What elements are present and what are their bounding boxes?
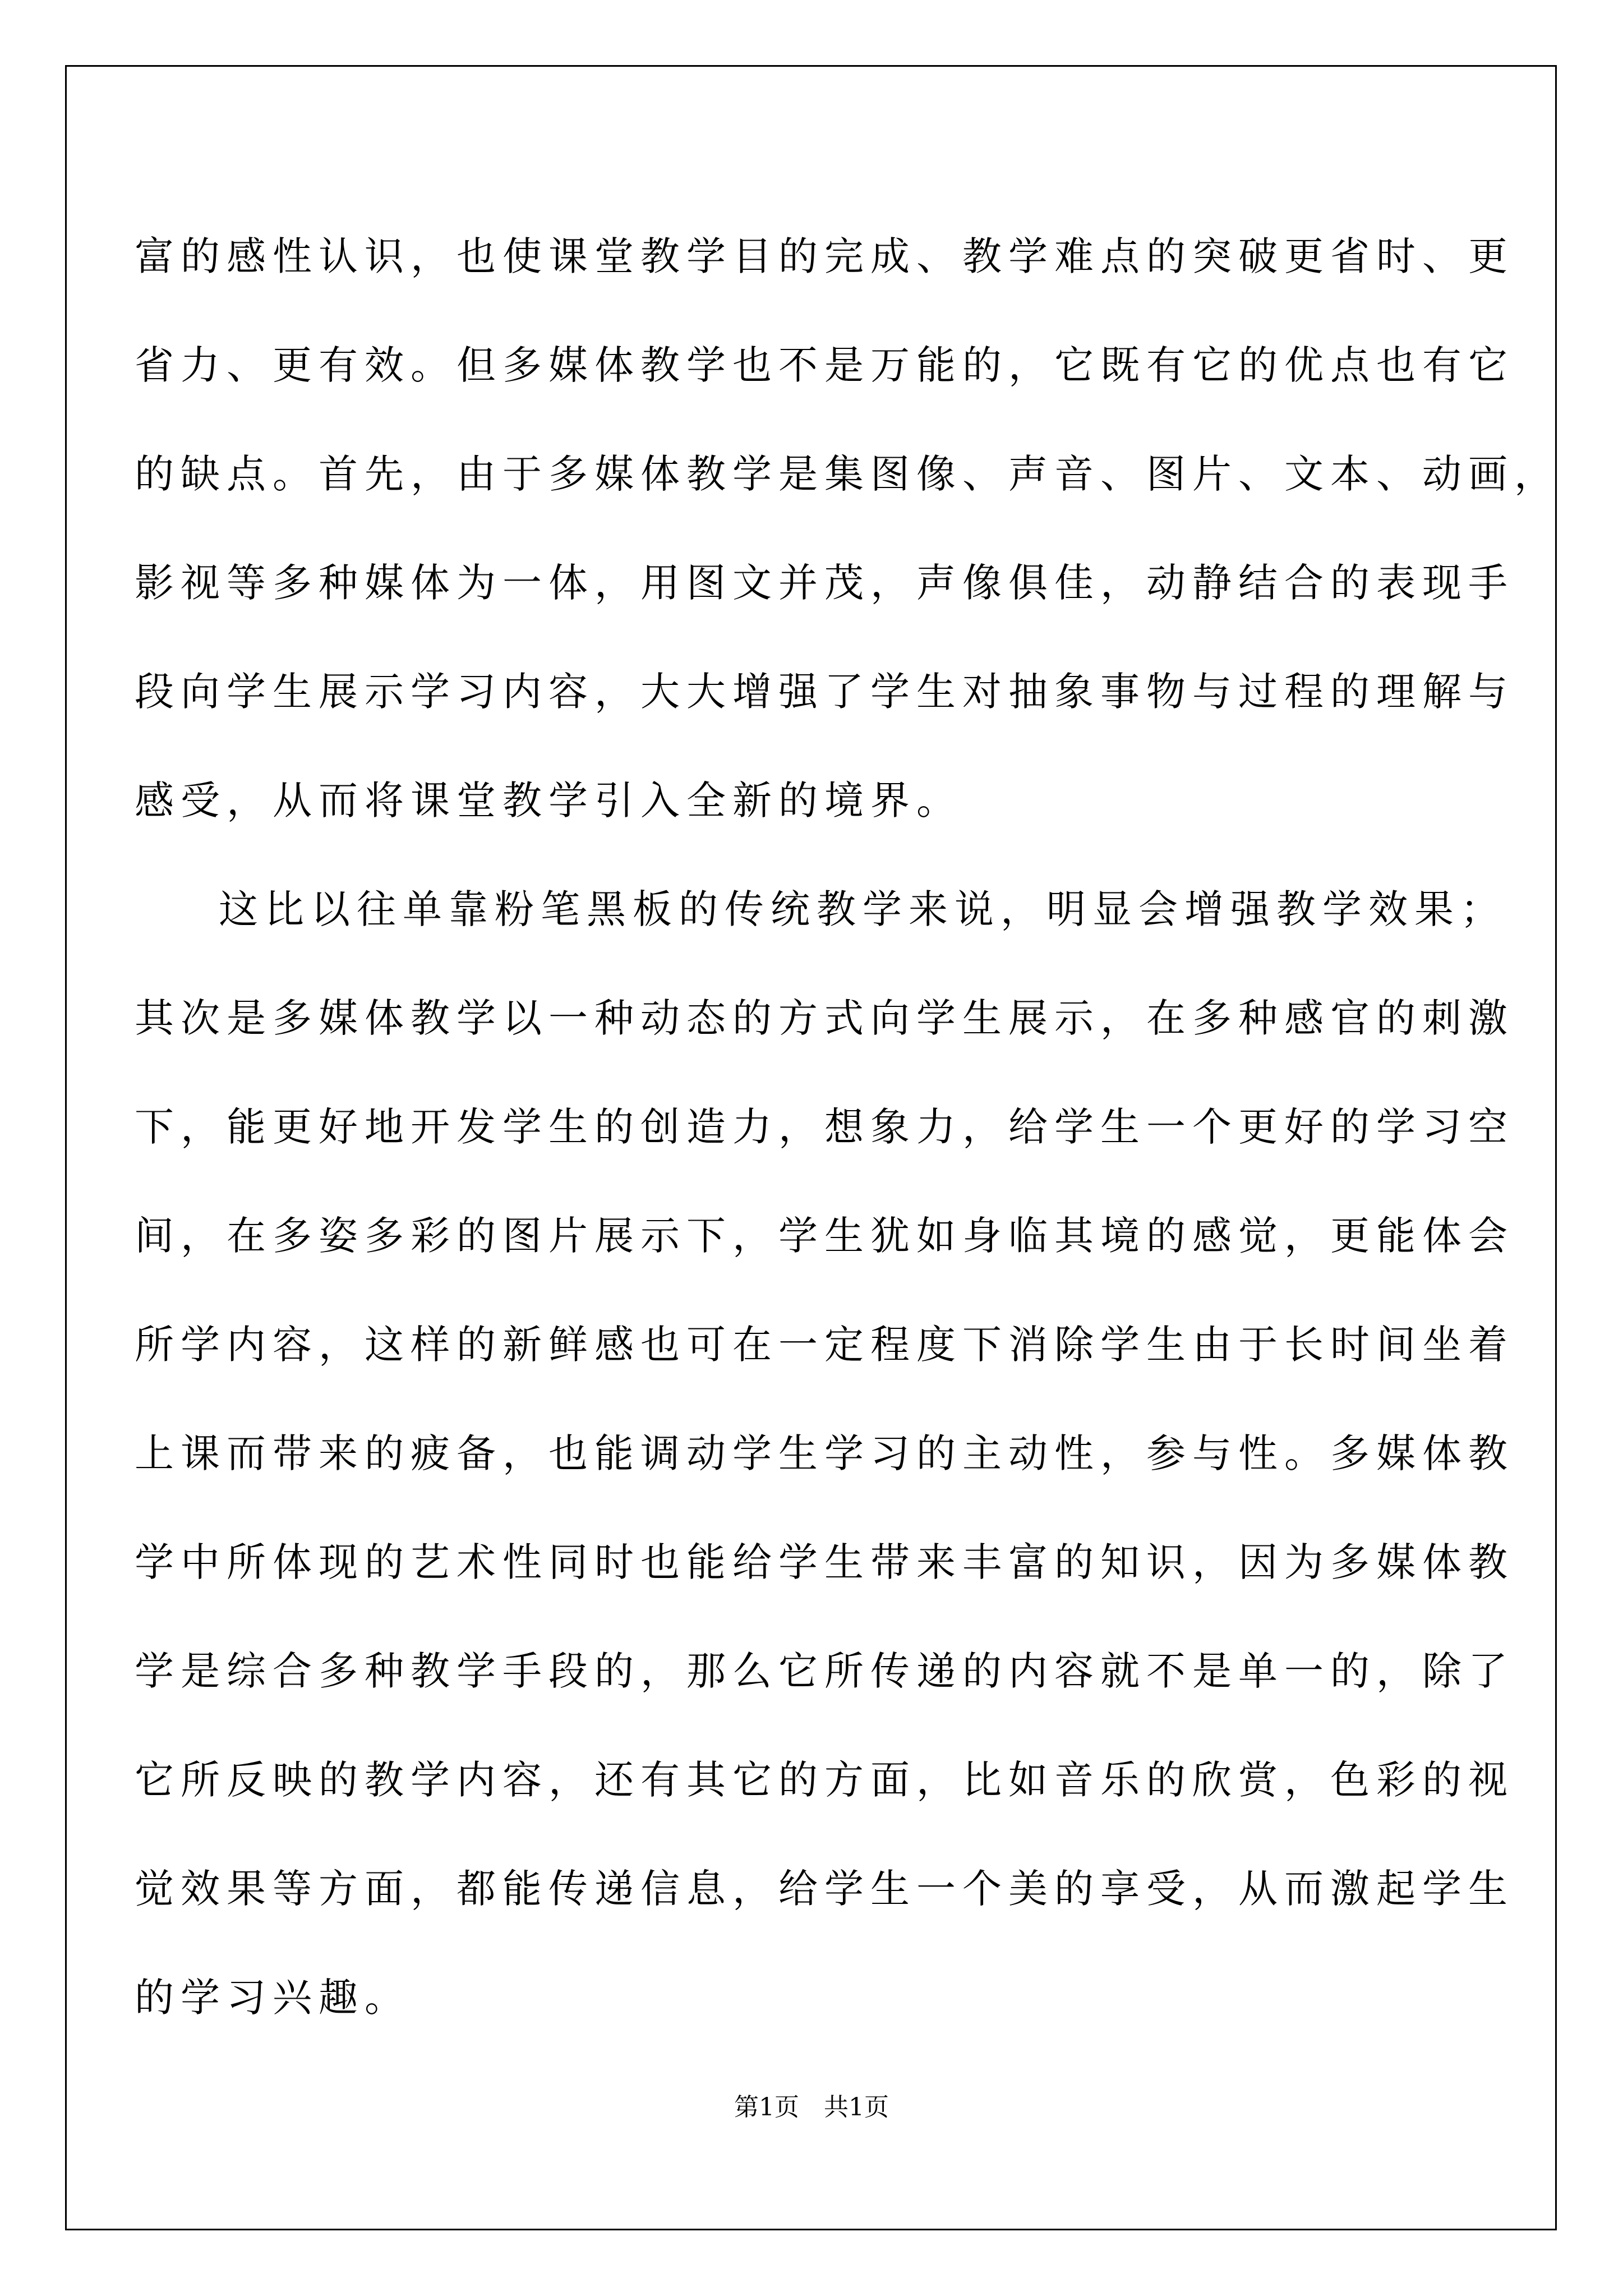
text-line: 省力、更有效。但多媒体教学也不是万能的，它既有它的优点也有它 <box>135 342 1514 388</box>
text-line: 它所反映的教学内容，还有其它的方面，比如音乐的欣赏，色彩的视 <box>135 1757 1514 1803</box>
text-line: 间，在多姿多彩的图片展示下，学生犹如身临其境的感觉，更能体会 <box>135 1213 1514 1259</box>
text-line: 下，能更好地开发学生的创造力，想象力，给学生一个更好的学习空 <box>135 1104 1514 1150</box>
text-line: 富的感性认识，也使课堂教学目的完成、教学难点的突破更省时、更 <box>135 233 1514 279</box>
text-line: 所学内容，这样的新鲜感也可在一定程度下消除学生由于长时间坐着 <box>135 1322 1514 1368</box>
text-line: 的学习兴趣。 <box>135 1975 411 2021</box>
text-line: 段向学生展示学习内容，大大增强了学生对抽象事物与过程的理解与 <box>135 669 1514 715</box>
document-body <box>135 202 1560 2052</box>
text-line: 感受，从而将课堂教学引入全新的境界。 <box>135 777 962 823</box>
text-line: 影视等多种媒体为一体，用图文并茂，声像俱佳，动静结合的表现手 <box>135 560 1514 606</box>
text-line: 其次是多媒体教学以一种动态的方式向学生展示，在多种感官的刺激 <box>135 995 1514 1041</box>
text-line: 的缺点。首先，由于多媒体教学是集图像、声音、图片、文本、动画， <box>135 451 1560 497</box>
text-line: 学中所体现的艺术性同时也能给学生带来丰富的知识，因为多媒体教 <box>135 1539 1514 1585</box>
text-line: 上课而带来的疲备，也能调动学生学习的主动性，参与性。多媒体教 <box>135 1430 1514 1476</box>
text-line: 觉效果等方面，都能传递信息，给学生一个美的享受，从而激起学生 <box>135 1866 1514 1912</box>
page-number-footer: 第1页 共1页 <box>734 2093 889 2122</box>
text-line: 学是综合多种教学手段的，那么它所传递的内容就不是单一的，除了 <box>135 1648 1514 1694</box>
paragraph-first-line: 这比以往单靠粉笔黑板的传统教学来说，明显会增强教学效果； <box>219 886 1506 932</box>
